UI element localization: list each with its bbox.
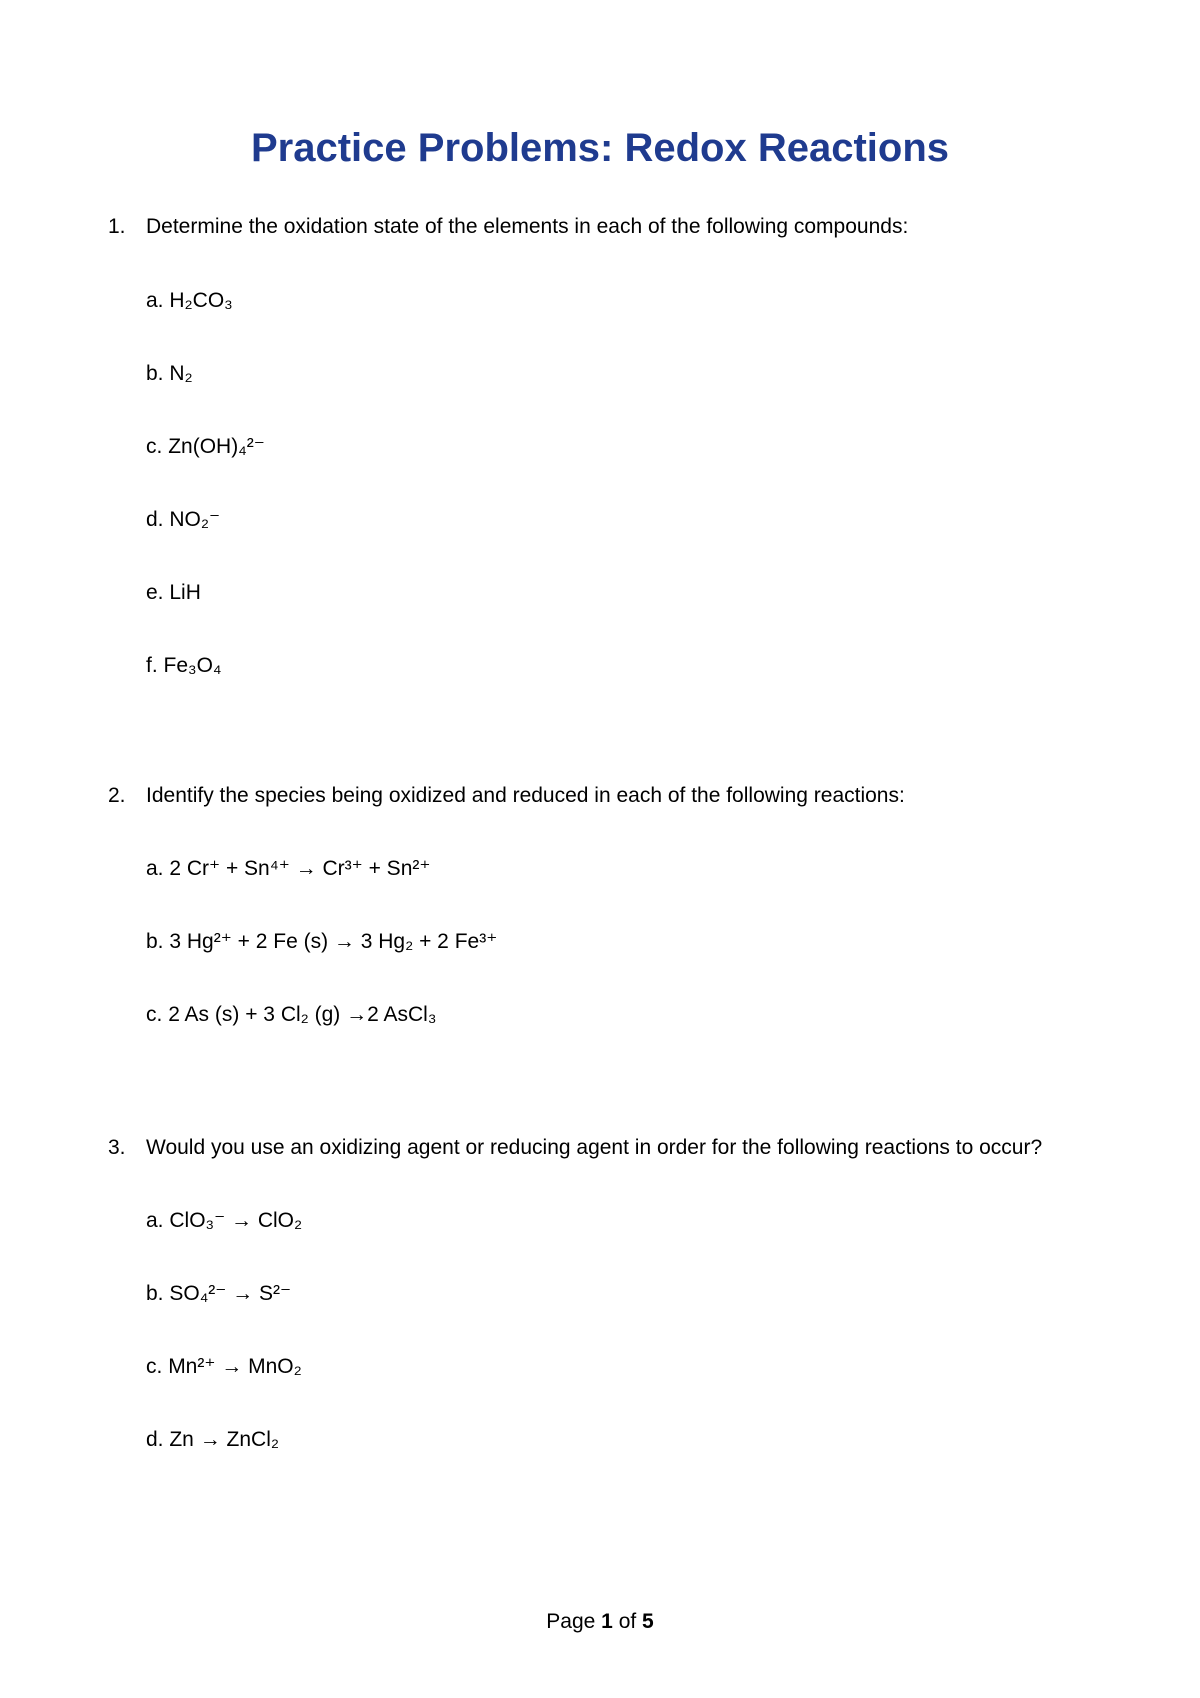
list-item [146, 854, 430, 884]
item-formula: SO₄²⁻ → S²⁻ [169, 1282, 292, 1305]
item-label: d. [146, 508, 164, 531]
item-label: a. [146, 289, 164, 312]
item-formula: NO₂⁻ [169, 508, 221, 531]
item-label: c. [146, 1355, 163, 1378]
item-formula: LiH [169, 581, 201, 604]
question-3 [108, 1133, 1148, 1163]
item-formula: Zn(OH)₄²⁻ [168, 435, 265, 458]
list-item [146, 286, 233, 316]
list-item [146, 432, 265, 462]
item-label: a. [146, 857, 164, 880]
item-label: d. [146, 1428, 164, 1451]
list-item [146, 1352, 302, 1382]
footer-total-pages: 5 [642, 1610, 654, 1633]
footer-prefix: Page [546, 1610, 596, 1633]
item-label: b. [146, 1282, 164, 1305]
question-2 [108, 781, 1148, 811]
item-formula: Fe₃O₄ [163, 654, 222, 677]
item-formula: ClO₃⁻ → ClO₂ [169, 1209, 303, 1232]
item-formula: H₂CO₃ [169, 289, 233, 312]
item-formula: 2 Cr⁺ + Sn⁴⁺ → Cr³⁺ + Sn²⁺ [169, 857, 431, 880]
item-formula: Zn → ZnCl₂ [169, 1428, 280, 1451]
list-item [146, 1425, 279, 1455]
list-item [146, 1279, 291, 1309]
question-number: 3. [108, 1136, 126, 1159]
question-prompt: Identify the species being oxidized and reduced in each of the following reactions: [146, 784, 905, 807]
question-prompt: Determine the oxidation state of the elements in each of the following compounds: [146, 215, 909, 238]
list-item [146, 505, 220, 535]
item-label: a. [146, 1209, 164, 1232]
page-title: Practice Problems: Redox Reactions [250, 126, 950, 170]
list-item [146, 927, 497, 957]
item-label: b. [146, 930, 164, 953]
question-number: 1. [108, 215, 126, 238]
item-label: c. [146, 1003, 163, 1026]
list-item [146, 359, 193, 389]
item-formula: N₂ [169, 362, 193, 385]
item-label: c. [146, 435, 163, 458]
list-item [146, 651, 221, 681]
item-formula: Mn²⁺ → MnO₂ [168, 1355, 302, 1378]
item-formula: 3 Hg²⁺ + 2 Fe (s) → 3 Hg₂ + 2 Fe³⁺ [169, 930, 498, 953]
item-formula: 2 As (s) + 3 Cl₂ (g) →2 AsCl₃ [168, 1003, 437, 1026]
item-label: b. [146, 362, 164, 385]
list-item [146, 1206, 302, 1236]
footer-middle: of [618, 1610, 637, 1633]
question-1 [108, 212, 1148, 242]
item-label: e. [146, 581, 164, 604]
page-footer [0, 1607, 1200, 1637]
question-prompt: Would you use an oxidizing agent or reducing agent in order for the following reactions to occur? [146, 1136, 1043, 1159]
question-number: 2. [108, 784, 126, 807]
list-item [146, 1000, 436, 1030]
footer-current-page: 1 [601, 1610, 613, 1633]
item-label: f. [146, 654, 158, 677]
list-item [146, 578, 201, 608]
